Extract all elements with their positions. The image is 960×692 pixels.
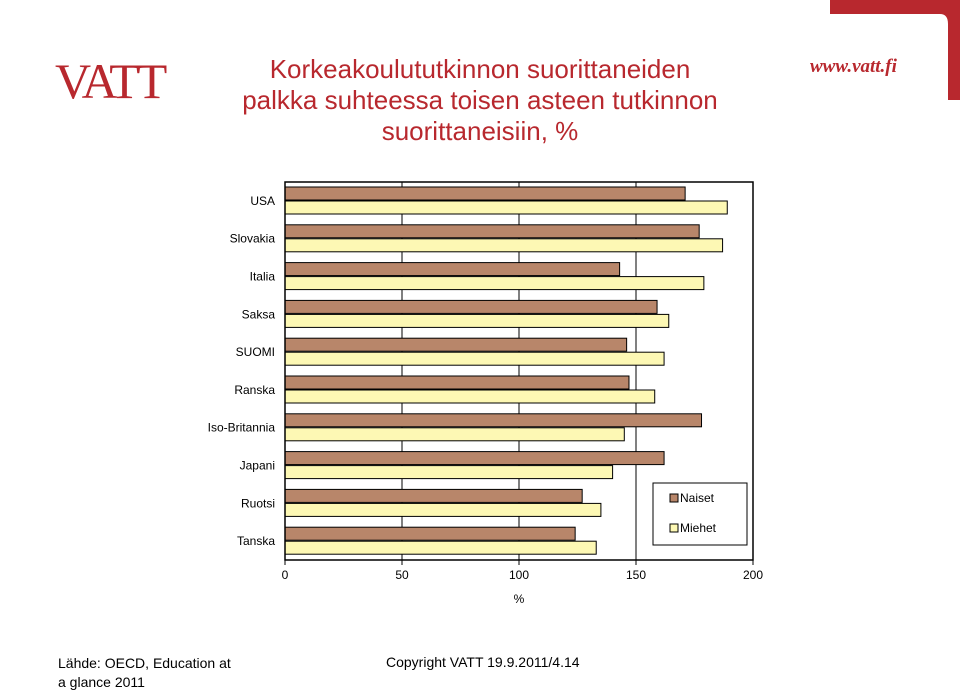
x-tick-label: 200 (742, 568, 764, 582)
bar-miehet (285, 314, 669, 327)
category-label: Slovakia (229, 231, 275, 246)
bar-naiset (285, 527, 575, 540)
bar-miehet (285, 541, 596, 554)
category-label: Saksa (241, 307, 275, 322)
bar-naiset (285, 338, 627, 351)
legend-label: Miehet (680, 521, 717, 535)
x-tick-label: 100 (508, 568, 530, 582)
bar-naiset (285, 414, 702, 427)
bar-naiset (285, 187, 685, 200)
bar-naiset (285, 489, 582, 502)
bar-miehet (285, 503, 601, 516)
x-tick-label: 50 (395, 568, 409, 582)
category-label: Italia (249, 269, 275, 284)
bar-miehet (285, 201, 727, 214)
legend-swatch (670, 524, 678, 532)
bar-naiset (285, 376, 629, 389)
title-line: palkka suhteessa toisen asteen tutkinnon (242, 85, 718, 115)
source-note: Lähde: OECD, Education at a glance 2011 (58, 655, 231, 690)
x-tick-label: 150 (625, 568, 647, 582)
vatt-logo: VATT (55, 53, 165, 109)
category-label: Japani (239, 458, 275, 473)
bar-naiset (285, 263, 620, 276)
title-line: suorittaneisiin, % (381, 116, 579, 146)
bar-miehet (285, 277, 704, 290)
bar-miehet (285, 239, 723, 252)
bar-naiset (285, 300, 657, 313)
bar-miehet (285, 390, 655, 403)
legend-swatch (670, 494, 678, 502)
category-label: Iso-Britannia (207, 420, 275, 435)
category-label: Ruotsi (240, 496, 275, 511)
copyright-note: Copyright VATT 19.9.2011/4.14 (386, 654, 580, 670)
category-label: Ranska (234, 382, 275, 397)
bar-miehet (285, 352, 664, 365)
legend-label: Naiset (680, 491, 715, 505)
title-line: Korkeakoulututkinnon suorittaneiden (269, 54, 691, 84)
category-label: SUOMI (235, 345, 275, 360)
bar-naiset (285, 452, 664, 465)
x-axis-label: % (513, 592, 525, 606)
category-label: USA (250, 193, 275, 208)
bar-naiset (285, 225, 699, 238)
category-label: Tanska (236, 534, 275, 549)
bar-miehet (285, 428, 624, 441)
x-tick-label: 0 (281, 568, 289, 582)
website-url[interactable]: www.vatt.fi (810, 56, 897, 77)
bar-miehet (285, 466, 613, 479)
